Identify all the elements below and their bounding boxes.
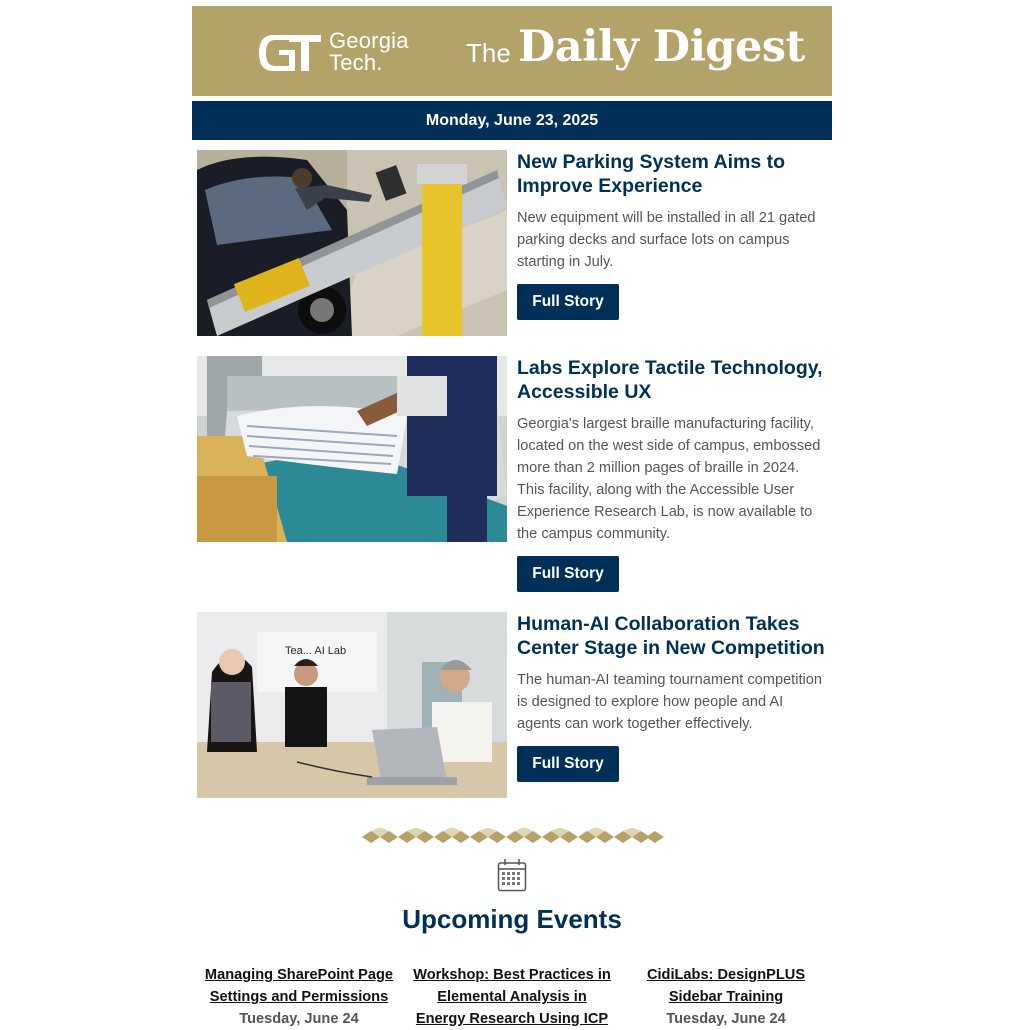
event-item bbox=[412, 964, 612, 1030]
full-story-button[interactable]: Full Story bbox=[517, 284, 619, 320]
logo-line-tech: Tech. bbox=[329, 50, 383, 75]
full-story-button[interactable]: Full Story bbox=[517, 746, 619, 782]
event-title-link[interactable]: Managing SharePoint Page Settings and Permissions bbox=[204, 967, 394, 1005]
story-text bbox=[517, 356, 829, 592]
braille-printer-photo[interactable] bbox=[197, 356, 507, 542]
lab-sign-text: Tea... AI Lab bbox=[285, 645, 347, 657]
story-summary: New equipment will be installed in all 21 gated parking decks and surface lots on campus starting in July. bbox=[517, 210, 816, 270]
event-item bbox=[199, 964, 399, 1030]
date-bar: Monday, June 23, 2025 bbox=[192, 101, 832, 140]
story-title[interactable]: Labs Explore Tactile Technology, Accessible UX bbox=[517, 357, 823, 403]
newsletter-title: Daily Digest bbox=[518, 22, 805, 72]
georgia-tech-logo[interactable] bbox=[259, 28, 419, 78]
newsletter bbox=[192, 6, 832, 1027]
event-title-link[interactable]: Workshop: Best Practices in Elemental Analysis in Energy Research Using ICP bbox=[413, 967, 611, 1027]
story-title[interactable]: New Parking System Aims to Improve Experience bbox=[517, 151, 786, 197]
logo-wordmark bbox=[329, 30, 409, 74]
diamond-divider bbox=[362, 828, 664, 846]
story-summary: Georgia's largest braille manufacturing facility, located on the west side of campus, embossed more than 2 million pages of braille in 2024. This facility, along with the Accessible User Experience Research Lab, is now available to the campus community. bbox=[517, 416, 821, 542]
title-prefix: The bbox=[466, 38, 511, 68]
event-title-link[interactable]: CidiLabs: DesignPLUS Sidebar Training bbox=[646, 967, 806, 1005]
ai-lab-photo[interactable] bbox=[197, 612, 507, 798]
parking-gate-photo[interactable] bbox=[197, 150, 507, 336]
events-heading: Upcoming Events bbox=[402, 904, 622, 934]
event-item bbox=[626, 964, 826, 1030]
story-title[interactable]: Human-AI Collaboration Takes Center Stage in New Competition bbox=[517, 613, 825, 659]
full-story-button[interactable]: Full Story bbox=[517, 556, 619, 592]
story-text bbox=[517, 612, 829, 782]
header-banner bbox=[192, 6, 832, 96]
story-card bbox=[192, 150, 832, 340]
event-date: Tuesday, June 24 bbox=[239, 1011, 359, 1027]
logo-line-georgia: Georgia bbox=[329, 28, 409, 53]
gt-monogram-icon bbox=[259, 34, 323, 72]
story-card bbox=[192, 356, 832, 596]
story-summary: The human-AI teaming tournament competition is designed to explore how people and AI agents can work together effectively. bbox=[517, 672, 823, 732]
event-date: Tuesday, June 24 bbox=[666, 1011, 786, 1027]
calendar-icon bbox=[497, 858, 527, 892]
story-text bbox=[517, 150, 829, 320]
story-card bbox=[192, 612, 832, 812]
